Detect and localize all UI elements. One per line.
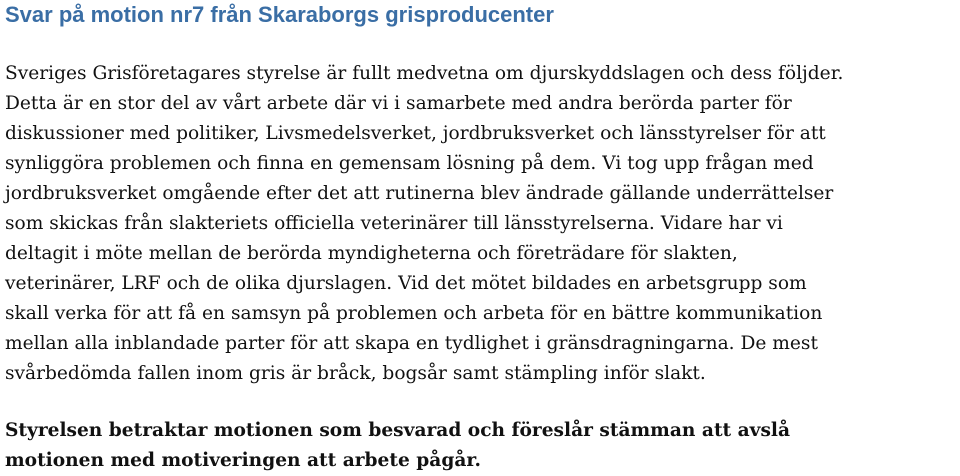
conclusion-paragraph [5,416,790,476]
document-title: Svar på motion nr7 från Skaraborgs grisproducenter [5,2,554,27]
body-line: skall verka för att få en samsyn på problemen och arbeta för en bättre kommunikation [5,303,823,324]
body-paragraph [5,59,960,389]
body-line: svårbedömda fallen inom gris är bråck, bogsår samt stämpling inför slakt. [5,363,706,384]
body-line: jordbruksverket omgående efter det att rutinerna blev ändrade gällande underrättelser [5,183,834,204]
body-line: synliggöra problemen och finna en gemensam lösning på dem. Vi tog upp frågan med [5,153,814,174]
conclusion-line: motionen med motiveringen att arbete pågår. [5,450,481,471]
body-line: veterinärer, LRF och de olika djurslagen. Vid det mötet bildades en arbetsgrupp som [5,273,807,294]
conclusion-line: Styrelsen betraktar motionen som besvarad och föreslår stämman att avslå [5,420,791,441]
body-line: diskussioner med politiker, Livsmedelsverket, jordbruksverket och länsstyrelser för att [5,123,826,144]
body-line: Detta är en stor del av vårt arbete där vi i samarbete med andra berörda parter för [5,93,792,114]
body-line: Sveriges Grisföretagares styrelse är fullt medvetna om djurskyddslagen och dess följder. [5,63,844,84]
body-line: som skickas från slakteriets officiella veterinärer till länsstyrelserna. Vidare har vi [5,213,783,234]
body-line: deltagit i möte mellan de berörda myndigheterna och företrädare för slakten, [5,243,738,264]
body-line: mellan alla inblandade parter för att skapa en tydlighet i gränsdragningarna. De mest [5,333,818,354]
